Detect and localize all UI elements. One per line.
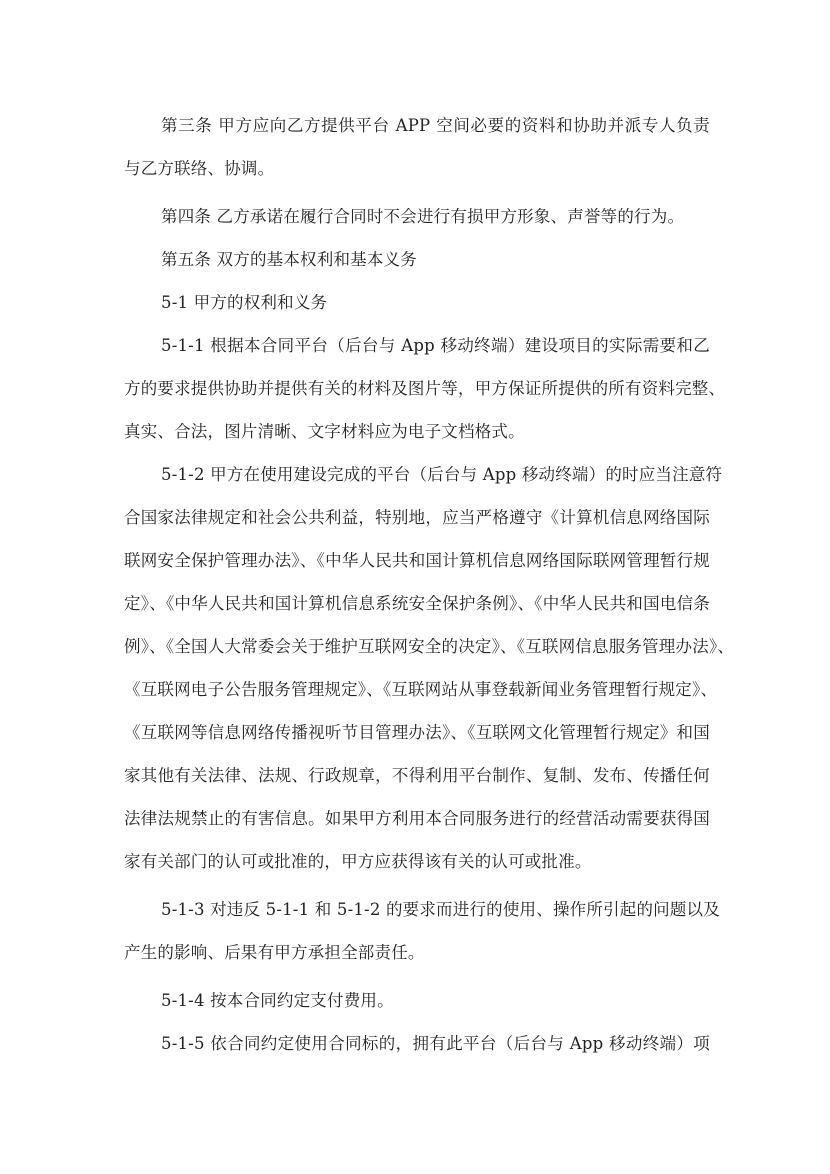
paragraph [124,457,735,887]
text-line: 第三条 甲方应向乙方提供平台 APP 空间必要的资料和协助并派专人负责 [161,116,710,135]
paragraph [124,242,710,285]
text-line: 5-1-3 对违反 5-1-1 和 5-1-2 的要求而进行的使用、操作所引起的问题以及 [161,900,720,919]
text-line: 真实、合法，图片清晰、文字材料应为电子文档格式。 [124,422,525,441]
text-line: 第五条 双方的基本权利和基本义务 [161,250,417,269]
text-line: 5-1-5 依合同约定使用合同标的，拥有此平台（后台与 App 移动终端）项 [161,1034,710,1053]
document-page [124,108,735,1069]
paragraph [124,892,720,978]
text-line: 定》、《中华人民共和国计算机信息系统安全保护条例》、《中华人民共和国电信条 [124,594,710,613]
text-line: 5-1 甲方的权利和义务 [161,293,328,312]
text-line: 与乙方联络、协调。 [124,159,275,178]
text-line: 《互联网电子公告服务管理规定》、《互联网站从事登载新闻业务管理暂行规定》、 [124,680,718,699]
text-line: 法律法规禁止的有害信息。如果甲方利用本合同服务进行的经营活动需要获得国 [124,809,710,828]
text-line: 5-1-1 根据本合同平台（后台与 App 移动终端）建设项目的实际需要和乙 [161,336,710,355]
text-line: 5-1-2 甲方在使用建设完成的平台（后台与 App 移动终端）的时应当注意符 [161,465,723,484]
text-line: 方的要求提供协助并提供有关的材料及图片等，甲方保证所提供的所有资料完整、 [124,379,726,398]
paragraph [124,1026,710,1069]
paragraph [124,983,710,1026]
text-line: 家有关部门的认可或批准的，甲方应获得该有关的认可或批准。 [124,852,592,871]
text-line: 《互联网等信息网络传播视听节目管理办法》、《互联网文化管理暂行规定》和国 [124,723,710,742]
text-line: 联网安全保护管理办法》、《中华人民共和国计算机信息网络国际联网管理暂行规 [124,551,710,570]
text-line: 例》、《全国人大常委会关于维护互联网安全的决定》、《互联网信息服务管理办法》、 [124,637,735,656]
paragraph [124,328,726,457]
paragraph [124,108,710,194]
paragraph [124,199,710,242]
text-line: 5-1-4 按本合同约定支付费用。 [161,991,394,1010]
text-line: 家其他有关法律、法规、行政规章，不得利用平台制作、复制、发布、传播任何 [124,766,710,785]
text-line: 产生的影响、后果有甲方承担全部责任。 [124,943,425,962]
text-line: 合国家法律规定和社会公共利益，特别地，应当严格遵守《计算机信息网络国际 [124,508,710,527]
text-line: 第四条 乙方承诺在履行合同时不会进行有损甲方形象、声誉等的行为。 [161,207,685,226]
paragraph [124,285,710,328]
